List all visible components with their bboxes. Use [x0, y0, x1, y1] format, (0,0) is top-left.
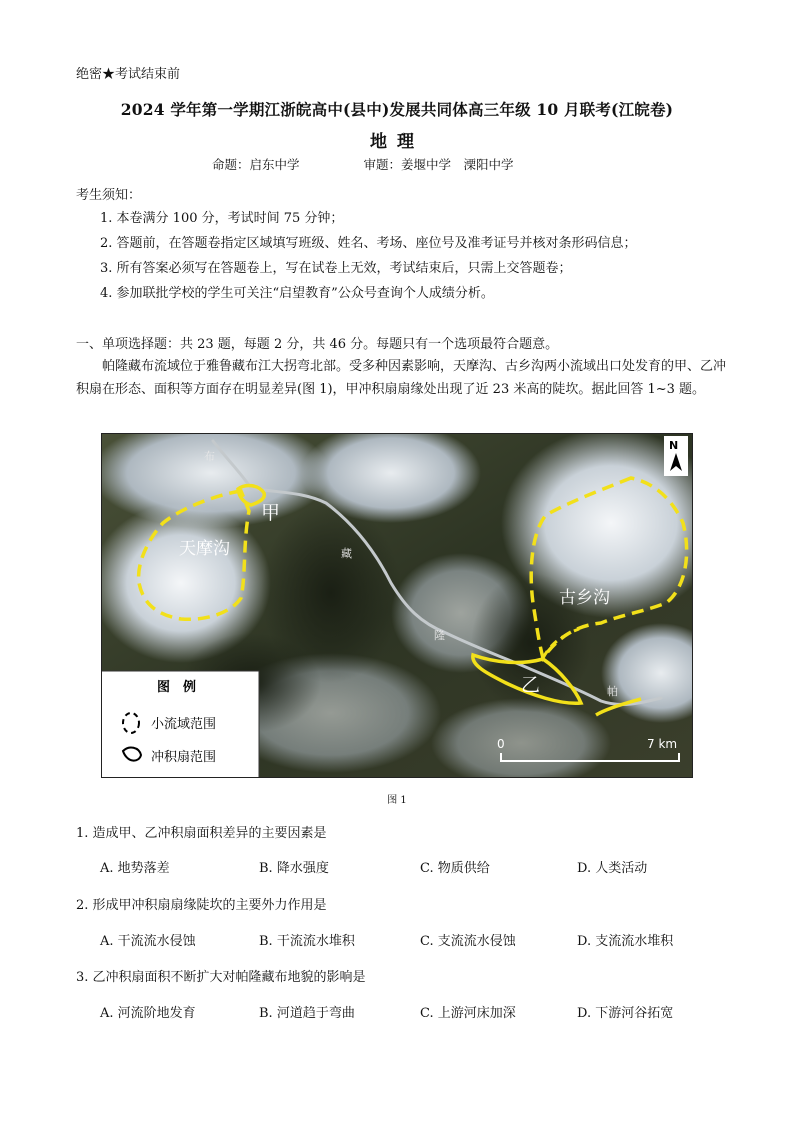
question-1-option-b: B. 降水强度 [259, 861, 329, 876]
question-3-option-c: C. 上游河床加深 [420, 1006, 516, 1021]
proposer: 命题：启东中学 [212, 157, 300, 172]
section-heading: 一、单项选择题：共 23 题，每题 2 分，共 46 分。每题只有一个选项最符合题意。 [76, 337, 559, 352]
notice-item: 1. 本卷满分 100 分，考试时间 75 分钟； [100, 211, 344, 226]
notice-heading: 考生须知： [76, 188, 142, 203]
label-pa: 帕 [607, 685, 618, 698]
label-zang: 藏 [341, 547, 352, 560]
legend-title: 图 例 [157, 680, 197, 695]
north-arrow-icon [664, 436, 688, 476]
notice-item: 3. 所有答案必须写在答题卷上，写在试卷上无效，考试结束后，只需上交答题卷； [100, 261, 572, 276]
question-2-stem: 2. 形成甲冲积扇扇缘陡坎的主要外力作用是 [76, 898, 327, 913]
question-3-option-d: D. 下游河谷拓宽 [577, 1006, 674, 1021]
north-label: N [669, 439, 679, 452]
legend-fan-label: 冲积扇范围 [151, 750, 217, 765]
question-3-option-b: B. 河道趋于弯曲 [259, 1006, 355, 1021]
authors-line [212, 155, 514, 173]
label-guxianggou: 古乡沟 [559, 588, 610, 608]
label-jia: 甲 [261, 502, 281, 524]
question-2-option-d: D. 支流流水堆积 [577, 934, 674, 949]
question-1-stem: 1. 造成甲、乙冲积扇面积差异的主要因素是 [76, 826, 327, 841]
map-legend [101, 671, 259, 778]
question-1-option-d: D. 人类活动 [577, 861, 648, 876]
question-2-option-a: A. 干流流水侵蚀 [100, 934, 196, 949]
label-yi: 乙 [521, 674, 541, 696]
subject-title: 地理 [370, 132, 424, 152]
question-2-option-b: B. 干流流水堆积 [259, 934, 355, 949]
question-1-option-a: A. 地势落差 [100, 861, 170, 876]
scale-end: 7 km [647, 737, 678, 751]
question-1-option-c: C. 物质供给 [420, 861, 490, 876]
question-3-option-a: A. 河流阶地发育 [100, 1006, 196, 1021]
notice-item: 4. 参加联批学校的学生可关注“启望教育”公众号查询个人成绩分析。 [100, 286, 494, 301]
legend-basin-label: 小流域范围 [151, 717, 217, 732]
scale-start: 0 [497, 737, 505, 751]
question-2-option-c: C. 支流流水侵蚀 [420, 934, 516, 949]
label-long: 隆 [434, 629, 445, 642]
reviewer: 审题：姜堰中学 溧阳中学 [363, 157, 514, 172]
notice-item: 2. 答题前，在答题卷指定区域填写班级、姓名、考场、座位号及准考证号并核对条形码信息； [100, 236, 637, 251]
exam-title: 2024 学年第一学期江浙皖高中(县中)发展共同体高三年级 10 月联考(江皖卷) [120, 100, 674, 119]
label-tianmogou: 天摩沟 [179, 539, 230, 559]
label-bu: 布 [204, 450, 215, 463]
figure-caption: 图 1 [387, 795, 407, 806]
satellite-map-figure [101, 433, 693, 778]
question-3-stem: 3. 乙冲积扇面积不断扩大对帕隆藏布地貌的影响是 [76, 970, 366, 985]
secret-mark: 绝密★考试结束前 [76, 67, 181, 82]
passage-text: 帕隆藏布流域位于雅鲁藏布江大拐弯北部。受多种因素影响，天摩沟、古乡沟两小流域出口处发育的甲、乙冲积扇在形态、面积等方面存在明显差异(图 1)，甲冲积扇扇缘处出现了近 23 米高的陡坎。据此回答 1~3 题。 [76, 359, 727, 397]
